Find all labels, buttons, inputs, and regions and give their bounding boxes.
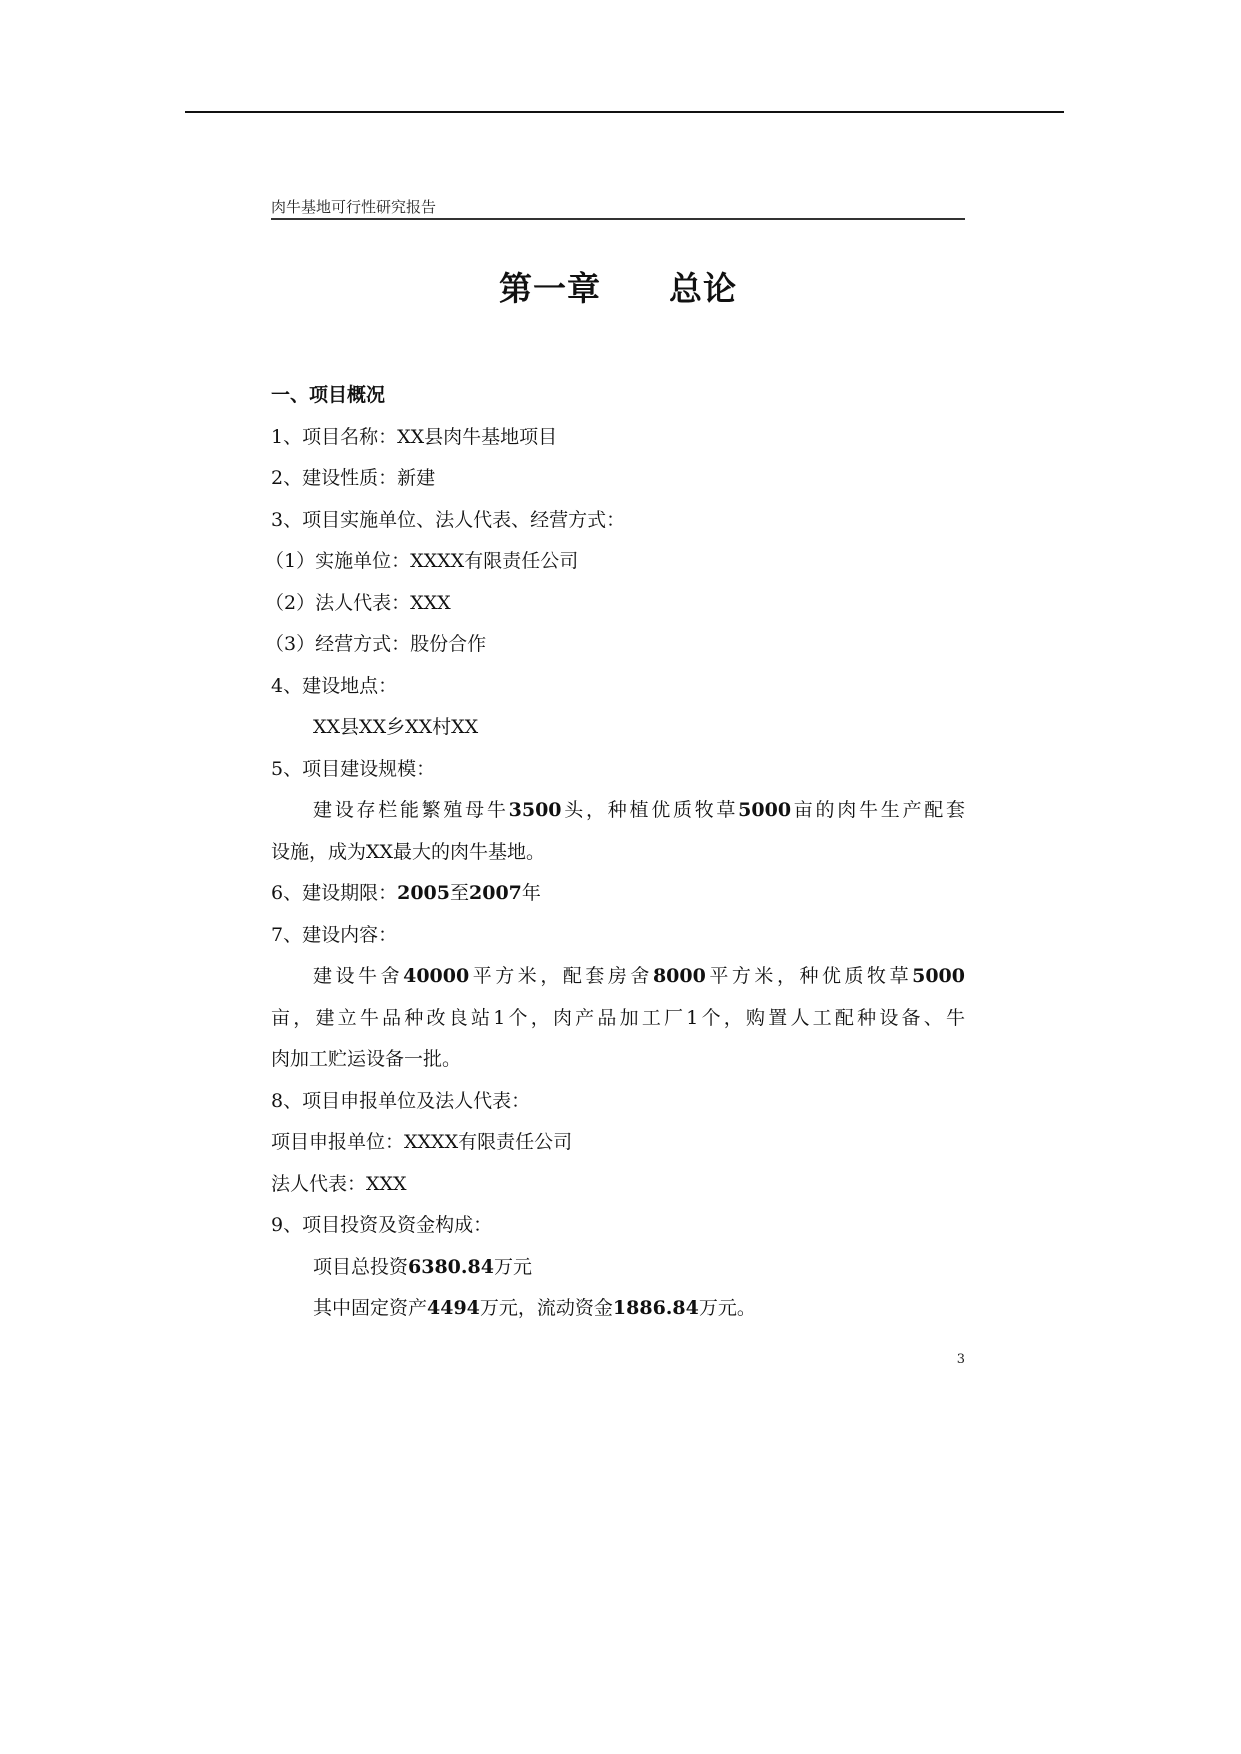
item-project-name: 1、项目名称：XX县肉牛基地项目 bbox=[271, 425, 558, 448]
item-declarer-representative: 法人代表：XXX bbox=[271, 1172, 407, 1195]
investment-breakdown-unit: 万元。 bbox=[698, 1297, 756, 1319]
investment-total-unit: 万元 bbox=[493, 1255, 532, 1278]
content-text-a: 建设牛舍 bbox=[313, 965, 404, 987]
working-capital-label: 万元，流动资金 bbox=[479, 1297, 613, 1319]
scale-paragraph-line-1 bbox=[271, 790, 965, 832]
document-body bbox=[265, 375, 965, 1330]
item-operation-mode: （3）经营方式：股份合作 bbox=[265, 633, 487, 655]
cow-count: 3500 bbox=[508, 799, 562, 821]
pasture-area: 5000 bbox=[738, 799, 792, 821]
scale-text-a: 建设存栏能繁殖母牛 bbox=[313, 799, 509, 821]
section-heading: 一、项目概况 bbox=[271, 384, 386, 406]
building-area: 8000 bbox=[652, 965, 706, 987]
top-border-rule bbox=[185, 111, 1064, 113]
period-year-unit: 年 bbox=[521, 882, 541, 904]
content-text-b: 平方米，配套房舍 bbox=[469, 965, 653, 987]
item-location-heading: 4、建设地点： bbox=[271, 674, 398, 697]
item-implementer-unit: （1）实施单位：XXXX有限责任公司 bbox=[265, 550, 579, 572]
item-content-heading: 7、建设内容： bbox=[271, 923, 398, 946]
item-location-value: XX县XX乡XX村XX bbox=[313, 716, 479, 738]
grass-area: 5000 bbox=[912, 965, 965, 987]
content-text-c: 平方米，种优质牧草 bbox=[705, 965, 913, 987]
item-scale-heading: 5、项目建设规模： bbox=[271, 757, 436, 780]
investment-total bbox=[271, 1247, 965, 1289]
item-legal-representative: （2）法人代表：XXX bbox=[265, 591, 451, 614]
page-number: 3 bbox=[956, 1352, 965, 1367]
fixed-assets-label: 其中固定资产 bbox=[313, 1297, 428, 1319]
item-construction-nature: 2、建设性质：新建 bbox=[271, 467, 436, 489]
scale-text-c: 亩的肉牛生产配套 bbox=[791, 799, 965, 821]
item-construction-period bbox=[271, 873, 965, 915]
content-paragraph-line-2: 亩，建立牛品种改良站1个，肉产品加工厂1个，购置人工配种设备、牛 bbox=[271, 1006, 965, 1029]
running-header: 肉牛基地可行性研究报告 bbox=[271, 198, 437, 216]
working-capital-amount: 1886.84 bbox=[612, 1297, 699, 1319]
period-to: 至 bbox=[449, 882, 469, 904]
scale-paragraph-line-2: 设施，成为XX最大的肉牛基地。 bbox=[271, 840, 546, 863]
period-label: 6、建设期限： bbox=[271, 882, 398, 904]
investment-total-label: 项目总投资 bbox=[313, 1255, 409, 1278]
content-paragraph-line-1 bbox=[271, 956, 965, 998]
content-paragraph-line-3: 肉加工贮运设备一批。 bbox=[271, 1048, 462, 1070]
fixed-assets-amount: 4494 bbox=[427, 1297, 480, 1319]
barn-area: 40000 bbox=[403, 965, 470, 987]
item-declarer-heading: 8、项目申报单位及法人代表： bbox=[271, 1089, 531, 1112]
scale-text-b: 头，种植优质牧草 bbox=[561, 799, 739, 821]
chapter-title: 第一章 总论 bbox=[499, 269, 737, 308]
item-implementer-heading: 3、项目实施单位、法人代表、经营方式： bbox=[271, 508, 626, 531]
header-rule bbox=[271, 218, 965, 220]
period-end-year: 2007 bbox=[469, 882, 522, 904]
investment-total-amount: 6380.84 bbox=[408, 1255, 494, 1278]
item-investment-heading: 9、项目投资及资金构成： bbox=[271, 1214, 493, 1236]
period-start-year: 2005 bbox=[397, 882, 450, 904]
investment-breakdown bbox=[271, 1288, 965, 1330]
item-declarer-unit: 项目申报单位：XXXX有限责任公司 bbox=[271, 1131, 573, 1153]
